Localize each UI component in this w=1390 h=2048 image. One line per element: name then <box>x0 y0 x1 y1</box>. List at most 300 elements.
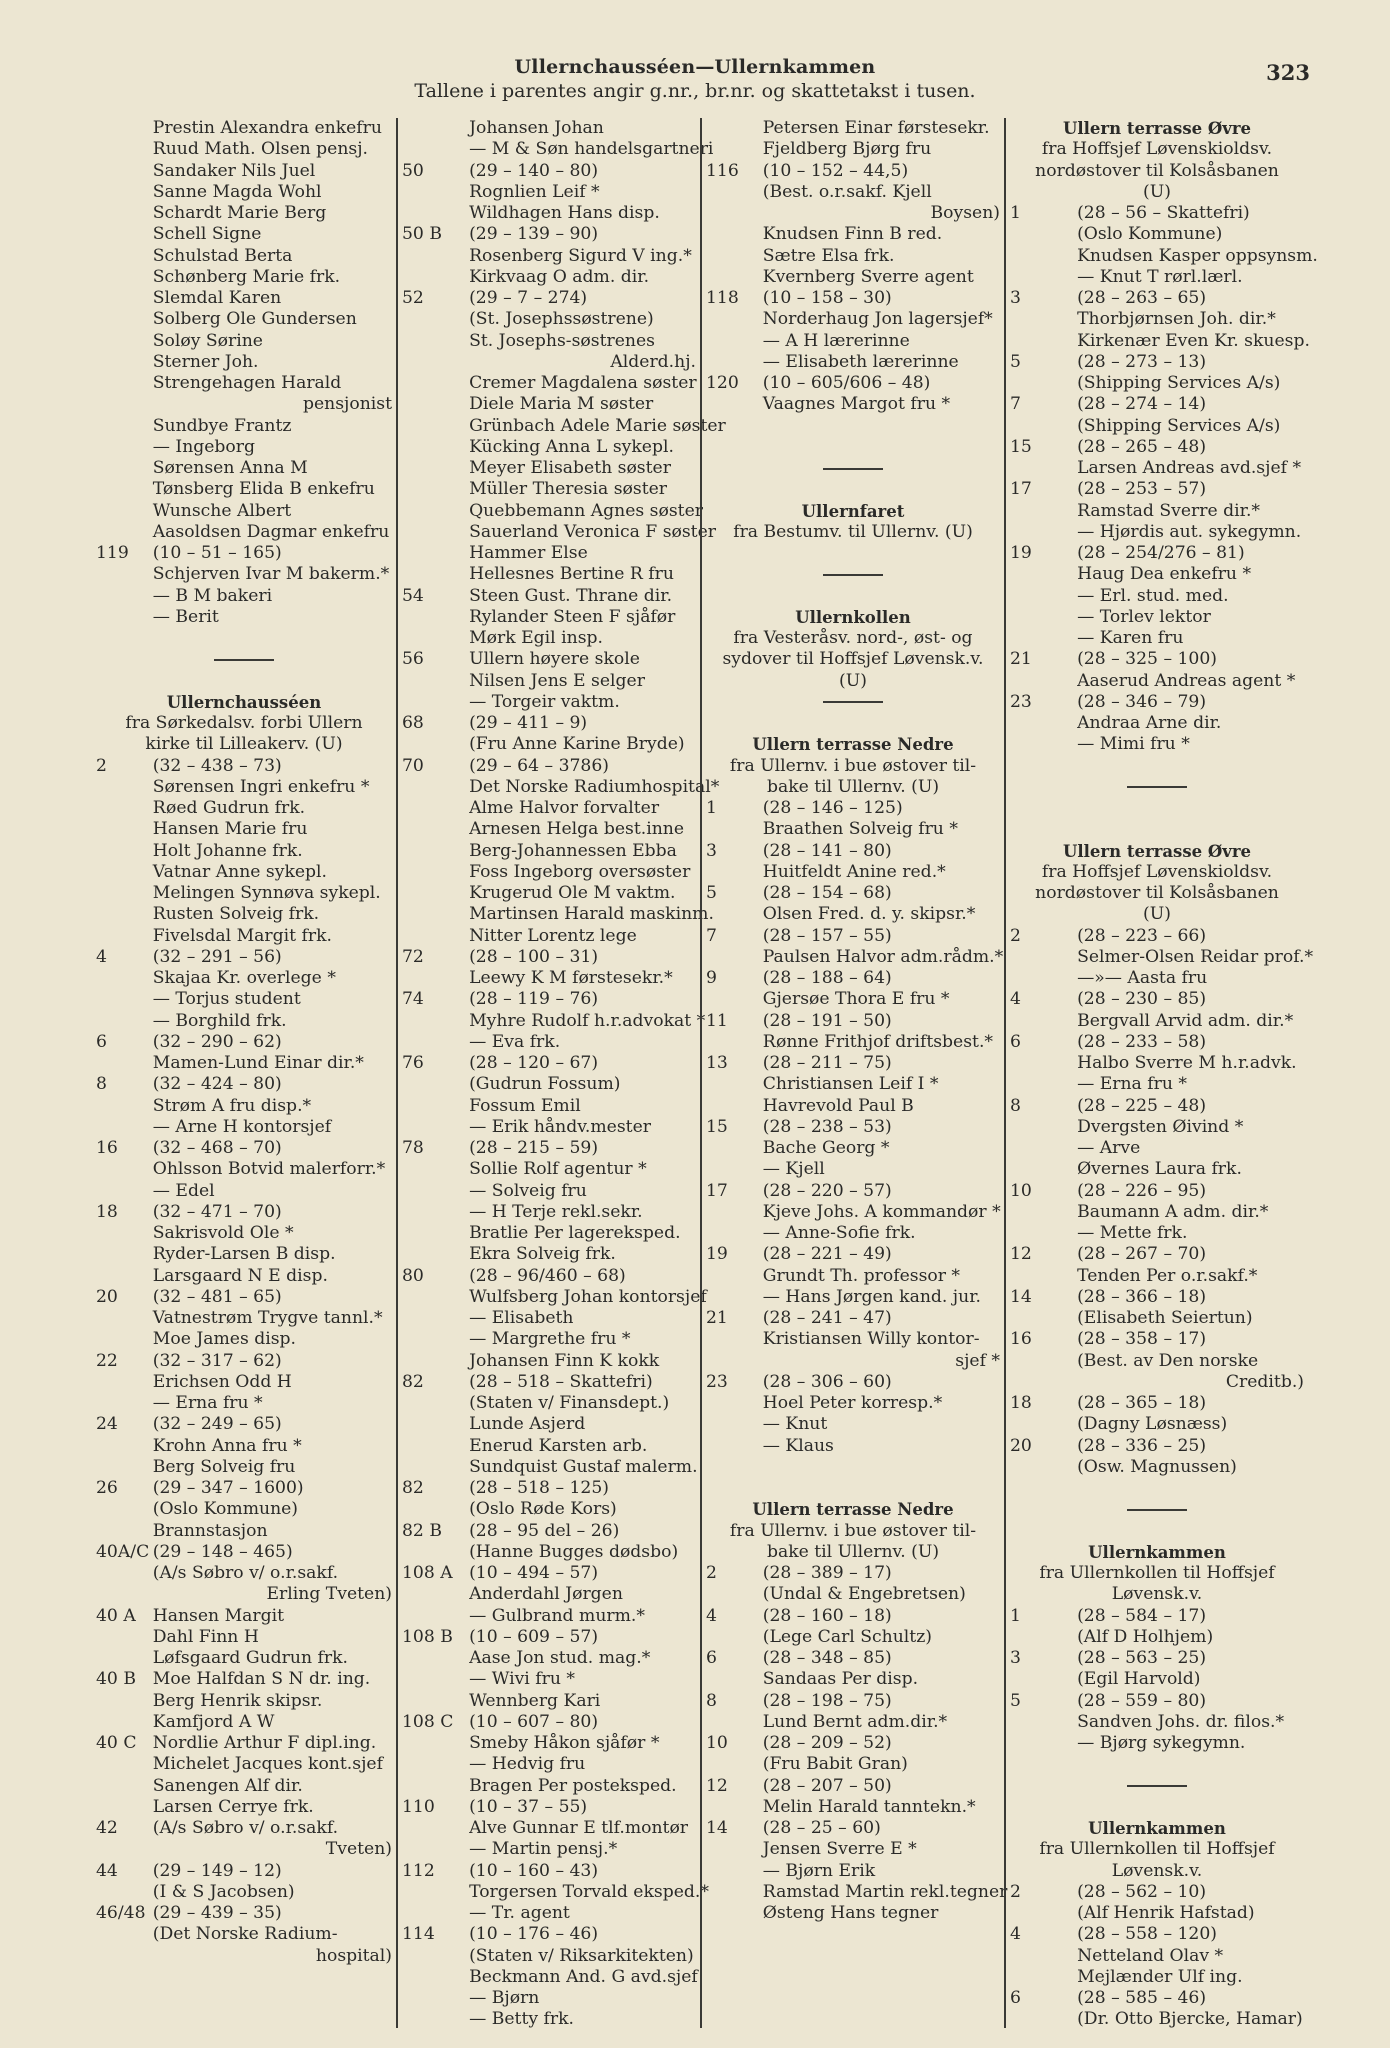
entry-text: (28 – 188 – 64) <box>762 968 892 988</box>
address-entry <box>706 1308 1000 1329</box>
entry-text: Johansen Finn K kokk <box>469 1350 660 1371</box>
house-number: 6 <box>96 1031 107 1052</box>
resident-entry <box>402 1096 696 1117</box>
address-entry <box>96 543 392 564</box>
resident-entry <box>1010 734 1304 755</box>
entry-text: Sauerland Veronica F søster <box>469 521 716 542</box>
resident-entry <box>706 1903 1000 1924</box>
resident-entry <box>402 1436 696 1457</box>
resident-entry <box>1010 1903 1304 1924</box>
resident-entry <box>402 628 696 649</box>
address-entry <box>1010 1648 1304 1669</box>
entry-text: (28 – 366 – 18) <box>1077 1286 1207 1307</box>
spacer <box>706 479 1000 500</box>
street-description: fra Hoffsjef Løvenskioldsv. <box>1041 139 1273 160</box>
resident-entry <box>1010 501 1304 522</box>
entry-text: (28 – 225 – 48) <box>1077 1095 1207 1116</box>
resident-entry <box>402 1159 696 1180</box>
resident-entry <box>706 819 1000 840</box>
entry-text: (10 – 605/606 – 48) <box>762 373 931 393</box>
resident-entry <box>96 161 392 182</box>
resident-entry <box>402 521 716 543</box>
entry-text: (Fru Babit Gran) <box>762 1754 908 1775</box>
resident-entry <box>402 564 696 585</box>
spacer <box>1010 1478 1304 1499</box>
entry-text: (St. Josephssøstrene) <box>469 309 654 330</box>
resident-entry <box>96 394 392 415</box>
entry-text: (28 – 209 – 52) <box>762 1733 892 1753</box>
street-description: (U) <box>1143 181 1171 202</box>
entry-text: Berg Solveig fru <box>152 1456 296 1477</box>
entry-text: Meyer Elisabeth søster <box>469 458 671 478</box>
house-number: 2 <box>96 755 107 776</box>
resident-entry <box>96 1797 392 1818</box>
entry-text: Røed Gudrun frk. <box>152 798 306 818</box>
spacer <box>1010 1797 1304 1818</box>
street-description: sydover til Hoffsjef Løvensk.v. <box>722 649 984 670</box>
address-entry <box>96 756 392 777</box>
entry-text: — Ingeborg <box>152 436 256 457</box>
entry-text: (28 – 306 – 60) <box>762 1371 892 1392</box>
resident-entry <box>96 968 392 989</box>
street-heading: Ullernkammen <box>1088 1542 1226 1562</box>
address-entry <box>706 161 1000 182</box>
resident-entry <box>1010 628 1304 649</box>
spacer <box>1010 819 1304 840</box>
address-entry <box>706 1011 1000 1032</box>
entry-text: — Knut <box>762 1414 828 1435</box>
entry-text: (28 – 265 – 48) <box>1077 436 1207 457</box>
entry-text: Wildhagen Hans disp. <box>469 203 660 223</box>
house-number: 70 <box>402 755 424 776</box>
resident-entry <box>96 352 392 373</box>
spacer <box>1010 1521 1304 1542</box>
house-number: 19 <box>706 1244 728 1265</box>
address-entry <box>96 1733 392 1754</box>
house-number: 11 <box>706 1010 728 1031</box>
spacer <box>706 586 1000 607</box>
resident-entry <box>96 1159 392 1180</box>
entry-text: Fossum Emil <box>469 1095 581 1116</box>
entry-text: — Karen fru <box>1077 628 1184 648</box>
house-number: 110 <box>402 1796 435 1817</box>
address-entry <box>1010 1096 1304 1117</box>
house-number: 80 <box>402 1265 424 1286</box>
address-entry <box>706 798 1000 819</box>
entry-text: Sollie Rolf agentur * <box>469 1159 647 1180</box>
resident-entry <box>402 1606 696 1627</box>
address-entry <box>1010 1329 1304 1350</box>
entry-text: Ryder-Larsen B disp. <box>152 1244 336 1265</box>
entry-text: Larsen Andreas avd.sjef * <box>1077 458 1302 478</box>
page-subtitle: Tallene i parentes angir g.nr., br.nr. og skattetakst i tusen. <box>414 80 976 102</box>
house-number: 40 C <box>96 1733 137 1753</box>
house-number: 9 <box>706 968 717 988</box>
house-number: 8 <box>1010 1095 1021 1116</box>
house-number: 40A/C <box>96 1541 150 1562</box>
house-number: 1 <box>706 798 717 818</box>
resident-entry <box>706 1754 1000 1775</box>
separator-rule <box>823 574 883 576</box>
entry-text: Paulsen Halvor adm.rådm.* <box>762 946 1004 967</box>
street-heading: Ullern terrasse Nedre <box>752 735 954 755</box>
entry-text: Rylander Steen F sjåfør <box>469 606 676 627</box>
resident-entry <box>96 926 392 947</box>
house-number: 54 <box>402 585 424 606</box>
resident-entry <box>96 1648 392 1669</box>
resident-entry <box>96 819 392 840</box>
resident-entry <box>96 1223 392 1244</box>
resident-entry <box>1010 330 1310 352</box>
entry-text: (28 – 198 – 75) <box>762 1690 892 1711</box>
entry-text: (Staten v/ Riksarkitekten) <box>469 1945 694 1966</box>
resident-entry <box>402 1010 706 1032</box>
entry-text: Huitfeldt Anine red.* <box>762 861 946 882</box>
spacer <box>706 543 1000 564</box>
house-number: 1 <box>1010 1605 1021 1626</box>
entry-text: Quebbemann Agnes søster <box>469 500 703 521</box>
entry-text: —»— Aasta fru <box>1077 968 1208 988</box>
entry-text: (28 – 120 – 67) <box>469 1053 599 1073</box>
entry-text: (28 – 563 – 25) <box>1077 1648 1207 1668</box>
entry-text: (28 – 56 – Skattefri) <box>1077 203 1250 223</box>
entry-text: Ruud Math. Olsen pensj. <box>152 139 369 160</box>
street-description: fra Ullernv. i bue østover til- <box>729 755 977 776</box>
entry-text: Sætre Elsa frk. <box>762 245 895 266</box>
entry-text: (Fru Anne Karine Bryde) <box>469 734 685 755</box>
resident-entry <box>1010 458 1304 479</box>
entry-text: (28 – 100 – 31) <box>469 946 599 967</box>
resident-entry <box>96 267 392 288</box>
house-number: 10 <box>706 1733 728 1753</box>
resident-entry <box>1010 1202 1304 1223</box>
resident-entry <box>96 1563 392 1584</box>
street-description: fra Ullernkollen til Hoffsjef <box>1039 1839 1275 1860</box>
address-entry <box>706 968 1000 989</box>
entry-text: — Berit <box>152 606 219 627</box>
spacer <box>706 1478 1000 1499</box>
address-entry <box>402 989 696 1010</box>
resident-entry <box>402 1329 696 1350</box>
entry-text: (Gudrun Fossum) <box>469 1074 621 1095</box>
address-entry <box>96 1606 392 1627</box>
entry-text: (28 – 518 – 125) <box>469 1478 610 1498</box>
house-number: 22 <box>96 1350 118 1371</box>
entry-text: Bratlie Per lagereksped. <box>469 1223 681 1243</box>
directory-columns <box>92 118 1318 2030</box>
resident-entry <box>402 1903 696 1924</box>
entry-text: Schønberg Marie frk. <box>152 266 341 287</box>
street-description: (U) <box>839 670 867 691</box>
resident-entry <box>96 501 392 522</box>
address-entry <box>402 586 696 607</box>
entry-text: (29 – 64 – 3786) <box>469 755 610 776</box>
entry-text: Foss Ingeborg oversøster <box>469 861 691 882</box>
resident-entry <box>402 437 696 458</box>
resident-entry <box>1010 1223 1304 1244</box>
entry-text: (Shipping Services A/s) <box>1077 373 1281 393</box>
address-entry <box>1010 1244 1304 1265</box>
entry-text: Kamfjord A W <box>152 1711 275 1732</box>
page-header <box>0 56 1390 102</box>
entry-text: Schulstad Berta <box>152 245 293 266</box>
resident-entry <box>96 1627 392 1648</box>
resident-entry <box>706 1839 1000 1860</box>
entry-text: Rosenberg Sigurd V ing.* <box>469 245 692 266</box>
resident-entry <box>96 862 392 883</box>
entry-text: Solberg Ole Gundersen <box>152 309 357 330</box>
entry-text: Berg Henrik skipsr. <box>152 1690 323 1711</box>
address-entry <box>706 1563 1000 1584</box>
address-entry <box>402 1053 696 1074</box>
entry-text: Selmer-Olsen Reidar prof.* <box>1077 946 1314 967</box>
address-entry <box>706 1244 1000 1265</box>
house-number: 2 <box>1010 1881 1021 1902</box>
resident-entry <box>1010 1266 1304 1287</box>
house-number: 6 <box>706 1648 717 1668</box>
resident-entry <box>96 777 392 798</box>
entry-text: (28 – 211 – 75) <box>762 1053 892 1073</box>
street-description: bake til Ullernv. (U) <box>766 776 940 797</box>
address-entry <box>706 288 1000 309</box>
entry-text: (Oslo Kommune) <box>1077 224 1223 245</box>
resident-entry <box>402 1074 696 1095</box>
resident-entry <box>1010 1117 1304 1138</box>
section-separator <box>1010 777 1304 798</box>
entry-text: Moe Halfdan S N dr. ing. <box>152 1669 371 1690</box>
entry-text: Fjeldberg Bjørg fru <box>762 139 932 160</box>
resident-entry <box>1010 586 1304 607</box>
entry-text: (28 – 223 – 66) <box>1077 925 1207 946</box>
entry-text: — Mimi fru * <box>1077 734 1190 755</box>
entry-text: Nitter Lorentz lege <box>469 925 637 946</box>
entry-text: Det Norske Radiumhospital* <box>469 776 720 797</box>
entry-text: Dvergsten Øivind * <box>1077 1116 1244 1137</box>
house-number: 16 <box>96 1138 118 1158</box>
entry-text: — Erl. stud. med. <box>1077 585 1229 606</box>
house-number: 15 <box>1010 436 1032 457</box>
resident-entry <box>402 1839 696 1860</box>
address-entry <box>402 288 696 309</box>
resident-entry <box>706 1414 1000 1435</box>
entry-text: (Best. o.r.sakf. Kjell <box>762 181 932 202</box>
entry-text: (28 – 273 – 13) <box>1077 351 1207 372</box>
address-entry <box>96 1032 392 1053</box>
resident-entry <box>96 309 392 330</box>
address-entry <box>1010 394 1304 415</box>
spacer <box>706 437 1000 458</box>
entry-text: Rognlien Leif * <box>469 181 600 202</box>
entry-text: Erichsen Odd H <box>152 1371 292 1392</box>
address-entry <box>706 1181 1000 1202</box>
entry-text: (10 – 607 – 80) <box>469 1711 599 1732</box>
address-entry <box>402 1266 696 1287</box>
entry-text: — Klaus <box>762 1435 834 1456</box>
resident-entry <box>96 1436 392 1457</box>
resident-entry <box>1010 1669 1304 1690</box>
entry-text: (32 – 481 – 65) <box>152 1286 282 1307</box>
resident-entry <box>1010 1733 1304 1754</box>
entry-text: — Martin pensj.* <box>469 1839 618 1860</box>
entry-text: — Erna fru * <box>152 1393 263 1413</box>
section-separator <box>706 564 1000 585</box>
address-entry <box>1010 1691 1304 1712</box>
spacer <box>706 416 1000 437</box>
entry-text: (28 – 562 – 10) <box>1077 1881 1207 1902</box>
address-entry <box>1010 1032 1304 1053</box>
resident-entry <box>96 1181 392 1202</box>
entry-text: (Alf Henrik Hafstad) <box>1077 1903 1255 1923</box>
resident-entry <box>96 1584 392 1605</box>
address-entry <box>1010 437 1304 458</box>
resident-entry <box>1010 1712 1304 1733</box>
resident-entry <box>1010 1011 1304 1032</box>
street-heading: Ullern terrasse Øvre <box>1062 119 1252 138</box>
resident-entry <box>1010 1414 1304 1435</box>
entry-text: Ekra Solveig frk. <box>469 1244 616 1265</box>
address-entry <box>1010 1393 1304 1414</box>
resident-entry <box>402 182 696 203</box>
address-entry <box>1010 543 1304 564</box>
resident-entry <box>706 1032 1000 1053</box>
address-entry <box>402 1924 696 1945</box>
entry-text: Holt Johanne frk. <box>152 840 303 861</box>
house-number: 18 <box>96 1201 118 1222</box>
entry-text: (28 – 119 – 76) <box>469 989 599 1010</box>
resident-entry <box>1010 713 1304 734</box>
resident-entry <box>96 1096 392 1117</box>
entry-text: — Arve <box>1077 1138 1141 1158</box>
house-number: 119 <box>96 543 129 563</box>
resident-entry <box>96 1308 392 1329</box>
resident-entry <box>706 1669 1000 1690</box>
spacer <box>96 628 392 649</box>
entry-text: Halbo Sverre M h.r.advk. <box>1077 1053 1297 1073</box>
resident-entry <box>1010 946 1314 968</box>
entry-text: Berg-Johannessen Ebba <box>469 840 677 861</box>
entry-text: Andraa Arne dir. <box>1077 713 1222 733</box>
resident-entry <box>1010 224 1304 245</box>
entry-text: (29 – 139 – 90) <box>469 224 599 245</box>
house-number: 2 <box>706 1563 717 1583</box>
entry-text: Sterner Joh. <box>152 351 259 372</box>
entry-text: — Wivi fru * <box>469 1669 575 1690</box>
resident-entry <box>1010 1159 1304 1180</box>
resident-entry <box>402 394 696 415</box>
resident-entry <box>96 1924 392 1945</box>
street-heading: Ullernchausséen <box>166 692 322 712</box>
entry-text: Brannstasjon <box>152 1520 268 1541</box>
resident-entry <box>402 246 696 267</box>
entry-text: Ramstad Sverre dir.* <box>1077 500 1261 521</box>
entry-text: (28 – 233 – 58) <box>1077 1031 1207 1052</box>
entry-text: Jensen Sverre E * <box>762 1839 917 1860</box>
resident-entry <box>402 1351 696 1372</box>
entry-text: Knudsen Finn B red. <box>762 224 943 245</box>
address-entry <box>1010 1988 1304 2009</box>
address-entry <box>96 1669 392 1690</box>
entry-text: (Undal & Engebretsen) <box>762 1584 966 1605</box>
entry-text: (28 – 558 – 120) <box>1077 1924 1218 1945</box>
entry-text: — Elisabeth <box>469 1308 574 1328</box>
resident-entry <box>706 1202 1000 1223</box>
entry-text: — Hjørdis aut. sykegymn. <box>1077 521 1302 542</box>
resident-entry <box>96 224 392 245</box>
resident-entry <box>96 798 392 819</box>
entry-text: Sundquist Gustaf malerm. <box>469 1456 698 1477</box>
entry-text: (A/s Søbro v/ o.r.sakf. <box>152 1563 339 1583</box>
separator-rule <box>1127 1509 1187 1511</box>
address-entry <box>706 883 1000 904</box>
resident-entry <box>402 352 696 373</box>
entry-text: (Dagny Løsnæss) <box>1077 1414 1228 1435</box>
resident-entry <box>402 331 696 352</box>
street-description: (U) <box>1143 904 1171 925</box>
entry-text: Hoel Peter korresp.* <box>762 1393 943 1413</box>
resident-entry <box>402 1117 696 1138</box>
house-number: 40 B <box>96 1669 136 1690</box>
address-entry <box>402 1563 696 1584</box>
entry-text: Aasoldsen Dagmar enkefru <box>152 521 390 542</box>
resident-entry <box>402 862 696 883</box>
entry-text: (29 – 439 – 35) <box>152 1903 282 1923</box>
address-entry <box>402 947 696 968</box>
column-4 <box>1004 118 1318 2030</box>
address-entry <box>706 373 1000 394</box>
street-description: fra Vesteråsv. nord-, øst- og <box>733 628 973 648</box>
entry-text: Krugerud Ole M vaktm. <box>469 883 676 903</box>
entry-text: — Tr. agent <box>469 1903 570 1923</box>
entry-text: (Oslo Røde Kors) <box>469 1499 617 1520</box>
section-separator <box>706 692 1000 713</box>
section-separator <box>706 458 1000 479</box>
entry-text: — Edel <box>152 1180 215 1201</box>
entry-text: Johansen Johan <box>469 118 604 138</box>
resident-entry <box>402 1414 696 1435</box>
house-number: 7 <box>706 925 717 946</box>
entry-text: Krohn Anna fru * <box>152 1435 302 1456</box>
entry-text: (10 – 158 – 30) <box>762 288 892 308</box>
entry-text: Lunde Asjerd <box>469 1414 586 1435</box>
house-number: 20 <box>96 1286 118 1307</box>
resident-entry <box>96 1393 392 1414</box>
entry-text: (Best. av Den norske <box>1077 1350 1259 1371</box>
entry-text: Aaserud Andreas agent * <box>1077 670 1296 691</box>
entry-text: — Torgeir vaktm. <box>469 691 620 712</box>
house-number: 17 <box>706 1180 728 1201</box>
entry-text: Mørk Egil insp. <box>469 628 603 648</box>
entry-text: Sørensen Anna M <box>152 458 308 478</box>
resident-entry <box>96 1776 392 1797</box>
entry-text: Bergvall Arvid adm. dir.* <box>1077 1010 1294 1031</box>
entry-text: (28 – 207 – 50) <box>762 1775 892 1796</box>
resident-entry <box>402 1988 696 2009</box>
entry-text: Vatnar Anne sykepl. <box>152 861 327 882</box>
column-1 <box>92 118 396 2028</box>
entry-text: — Betty frk. <box>469 2009 574 2030</box>
entry-text: Vatnestrøm Trygve tannl.* <box>152 1308 383 1328</box>
section-separator <box>1010 1499 1304 1520</box>
address-entry <box>706 1606 1000 1627</box>
resident-entry <box>1010 1457 1304 1478</box>
street-description: nordøstover til Kolsåsbanen <box>1035 883 1279 903</box>
address-entry <box>96 1138 392 1159</box>
house-number: 52 <box>402 288 424 308</box>
street-description: fra Ullernkollen til Hoffsjef <box>1039 1563 1275 1583</box>
resident-entry <box>1010 564 1304 585</box>
entry-text: Nordlie Arthur F dipl.ing. <box>152 1733 377 1753</box>
entry-text: Sørensen Ingri enkefru * <box>152 776 370 797</box>
